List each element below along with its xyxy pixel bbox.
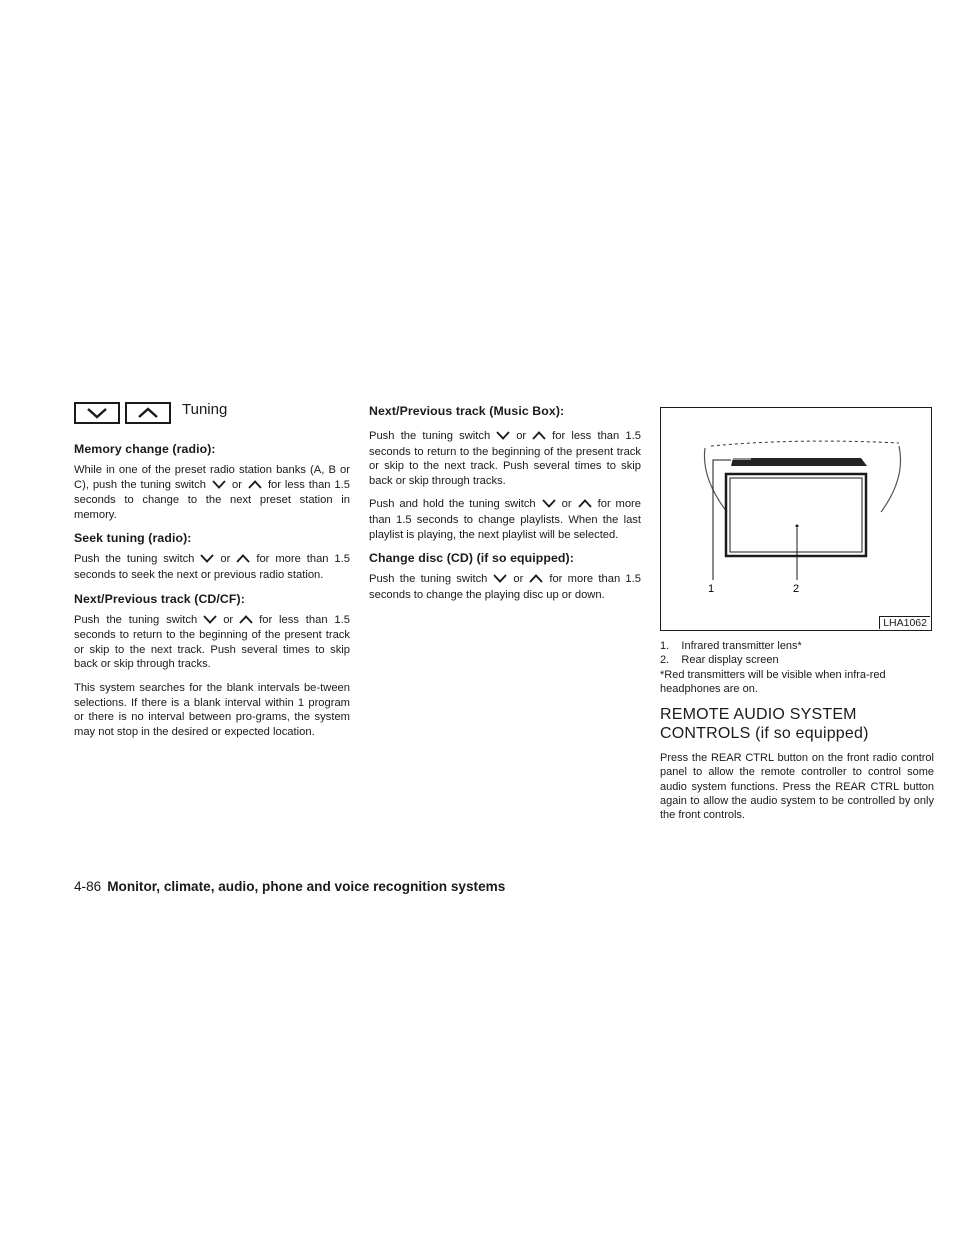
chevron-up-icon <box>236 554 250 563</box>
chevron-down-icon <box>86 407 108 419</box>
chevron-up-icon <box>137 407 159 419</box>
figure-label-1: 1 <box>708 583 715 595</box>
column-middle <box>369 398 641 611</box>
chevron-down-icon <box>212 480 226 489</box>
heading-seek-tuning: Seek tuning (radio): <box>74 531 192 546</box>
heading-next-previous-musicbox: Next/Previous track (Music Box): <box>369 404 565 418</box>
page-footer <box>74 879 505 894</box>
chevron-down-icon <box>496 431 510 440</box>
paragraph-remote-audio-controls: Press the REAR CTRL button on the front radio control panel to allow the remote controller to control some audio system functions. Press the REAR CTRL button again to allow the audio system to be controlled by only the front controls. <box>660 752 934 822</box>
paragraph-next-previous-cdcf: Push the tuning switch or for less than 1.5 seconds to return to the beginning of the present track or skip to the next track. Push several times to skip back or skip through tracks. <box>74 613 350 671</box>
paragraph-musicbox-playlist: Push and hold the tuning switch or for more than 1.5 seconds to change playlists. When the last playlist is playing, the next playlist will be selected. <box>369 498 641 541</box>
heading-remote-audio-controls: REMOTE AUDIO SYSTEM CONTROLS (if so equipped) <box>660 706 869 743</box>
figure-code: LHA1062 <box>879 616 930 629</box>
page-number: 4-86 <box>74 879 102 894</box>
caption-note: *Red transmitters will be visible when infra-red headphones are on. <box>660 668 886 695</box>
figure-label-2: 2 <box>793 583 800 595</box>
column-right <box>660 398 934 832</box>
tuning-up-key <box>125 402 171 424</box>
chevron-down-icon <box>200 554 214 563</box>
chevron-down-icon <box>203 615 217 624</box>
tuning-down-key <box>74 402 120 424</box>
paragraph-seek-tuning: Push the tuning switch or for more than 1.5 seconds to seek the next or previous radio station. <box>74 553 350 581</box>
paragraph-blank-intervals: This system searches for the blank intervals be-tween selections. If there is a blank interval within 1 program or there is no interval between pro-grams, the system may not stop in the desired or expected location. <box>74 681 350 738</box>
chevron-up-icon <box>578 499 592 508</box>
chevron-down-icon <box>542 499 556 508</box>
caption-item-1: 1. Infrared transmitter lens* <box>660 640 802 652</box>
tuning-title: Tuning <box>182 400 228 418</box>
rear-display-figure <box>660 407 932 631</box>
tuning-heading <box>74 398 350 428</box>
paragraph-musicbox-track: Push the tuning switch or for less than 1.5 seconds to return to the beginning of the present track or skip to the next track. Push several times to skip back or skip through tracks. <box>369 430 641 487</box>
chevron-up-icon <box>239 615 253 624</box>
heading-memory-change: Memory change (radio): <box>74 442 216 456</box>
rear-display-illustration <box>661 408 931 630</box>
chevron-down-icon <box>493 574 507 583</box>
heading-change-disc: Change disc (CD) (if so equipped): <box>369 551 574 566</box>
section-title: Monitor, climate, audio, phone and voice recognition systems <box>107 879 506 894</box>
paragraph-change-disc: Push the tuning switch or for more than 1.5 seconds to change the playing disc up or down. <box>369 573 641 601</box>
heading-next-previous-cdcf: Next/Previous track (CD/CF): <box>74 591 245 606</box>
chevron-up-icon <box>532 431 546 440</box>
column-left <box>74 398 350 748</box>
caption-item-2: 2. Rear display screen <box>660 654 779 667</box>
chevron-up-icon <box>248 480 262 489</box>
chevron-up-icon <box>529 574 543 583</box>
paragraph-memory-change: While in one of the preset radio station banks (A, B or C), push the tuning switch or for less than 1.5 seconds to change to the next preset station in memory. <box>74 464 350 521</box>
